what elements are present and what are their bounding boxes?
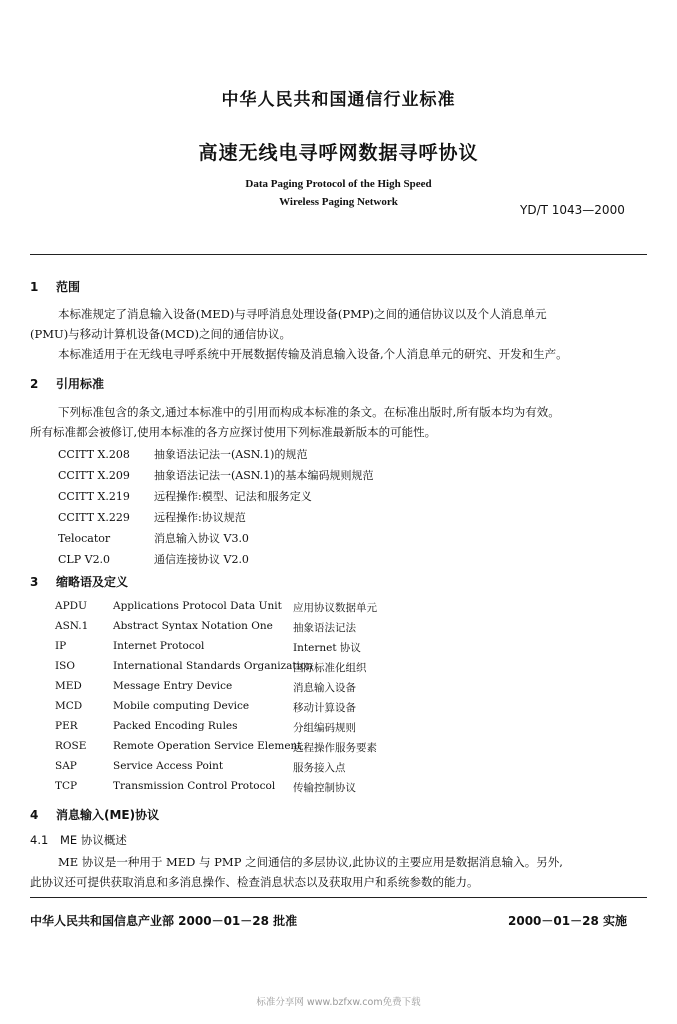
abbreviation-chinese: 国际标准化组织 bbox=[293, 662, 367, 674]
abbreviation-chinese: 移动计算设备 bbox=[293, 702, 356, 714]
reference-description: 消息输入协议 V3.0 bbox=[154, 532, 249, 545]
abbreviation-english: Transmission Control Protocol bbox=[113, 780, 276, 792]
abbreviation-row bbox=[55, 760, 475, 776]
abbreviation-english: Applications Protocol Data Unit bbox=[113, 600, 282, 612]
reference-code: CLP V2.0 bbox=[58, 553, 111, 566]
reference-code: CCITT X.229 bbox=[58, 511, 130, 524]
section-title: 消息输入(ME)协议 bbox=[56, 808, 160, 822]
section-2-paragraph-line-1: 下列标准包含的条文,通过本标准中的引用而构成本标准的条文。在标准出版时,所有版本均为有效。 bbox=[58, 405, 560, 419]
abbreviation: SAP bbox=[55, 760, 77, 772]
abbreviation: ISO bbox=[55, 660, 75, 672]
abbreviation-row bbox=[55, 720, 475, 736]
english-title-line-1: Data Paging Protocol of the High Speed bbox=[245, 178, 432, 190]
reference-description: 远程操作:协议规范 bbox=[154, 511, 246, 524]
reference-description: 通信连接协议 V2.0 bbox=[154, 553, 249, 566]
abbreviation-chinese: 传输控制协议 bbox=[293, 782, 356, 794]
approval-statement: 中华人民共和国信息产业部 2000－01－28 批准 bbox=[30, 914, 298, 928]
abbreviation: ASN.1 bbox=[55, 620, 89, 632]
section-title: 引用标准 bbox=[56, 377, 105, 391]
abbreviation-english: Mobile computing Device bbox=[113, 700, 250, 712]
section-number: 1 bbox=[30, 280, 39, 294]
abbreviation-chinese: Internet 协议 bbox=[293, 642, 361, 654]
subsection-4-1-paragraph-line-1: ME 协议是一种用于 MED 与 PMP 之间通信的多层协议,此协议的主要应用是数据消息输入。另外, bbox=[58, 855, 563, 869]
abbreviation-row bbox=[55, 780, 475, 796]
section-number: 2 bbox=[30, 377, 39, 391]
abbreviation: IP bbox=[55, 640, 67, 652]
footer-divider bbox=[30, 897, 647, 898]
reference-item bbox=[58, 467, 373, 483]
abbreviation-english: Abstract Syntax Notation One bbox=[113, 620, 273, 632]
reference-code: Telocator bbox=[58, 532, 111, 545]
abbreviation: APDU bbox=[55, 600, 87, 612]
reference-code: CCITT X.209 bbox=[58, 469, 130, 482]
reference-item bbox=[58, 488, 312, 504]
section-number: 4 bbox=[30, 808, 39, 822]
section-title: 范围 bbox=[56, 280, 81, 294]
abbreviation-chinese: 分组编码规则 bbox=[293, 722, 356, 734]
abbreviation-row bbox=[55, 620, 475, 636]
implementation-date: 2000－01－28 实施 bbox=[508, 914, 627, 928]
abbreviation-row bbox=[55, 600, 475, 616]
subsection-4-1-heading bbox=[30, 832, 127, 848]
section-1-paragraph-1-line-1: 本标准规定了消息输入设备(MED)与寻呼消息处理设备(PMP)之间的通信协议以及个人消息单元 bbox=[58, 307, 547, 321]
abbreviation-chinese: 应用协议数据单元 bbox=[293, 602, 377, 614]
abbreviation-row bbox=[55, 660, 475, 676]
abbreviation-chinese: 远程操作服务要素 bbox=[293, 742, 377, 754]
reference-description: 抽象语法记法一(ASN.1)的规范 bbox=[154, 448, 308, 461]
abbreviation-chinese: 抽象语法记法 bbox=[293, 622, 356, 634]
abbreviation: ROSE bbox=[55, 740, 87, 752]
reference-description: 远程操作:模型、记法和服务定义 bbox=[154, 490, 312, 503]
section-1-paragraph-2: 本标准适用于在无线电寻呼系统中开展数据传输及消息输入设备,个人消息单元的研究、开发和生产。 bbox=[58, 347, 568, 361]
abbreviation-english: Remote Operation Service Element bbox=[113, 740, 302, 752]
reference-description: 抽象语法记法一(ASN.1)的基本编码规则规范 bbox=[154, 469, 374, 482]
section-2-paragraph-line-2: 所有标准都会被修订,使用本标准的各方应探讨使用下列标准最新版本的可能性。 bbox=[30, 425, 437, 439]
abbreviation-row bbox=[55, 640, 475, 656]
standard-number: YD/T 1043—2000 bbox=[520, 203, 625, 217]
abbreviation-english: International Standards Organization bbox=[113, 660, 314, 672]
abbreviation-english: Packed Encoding Rules bbox=[113, 720, 238, 732]
organization-header: 中华人民共和国通信行业标准 bbox=[221, 90, 456, 110]
abbreviation-english: Message Entry Device bbox=[113, 680, 233, 692]
document-title: 高速无线电寻呼网数据寻呼协议 bbox=[198, 142, 479, 164]
reference-item bbox=[58, 530, 249, 546]
section-1-heading bbox=[30, 278, 80, 295]
abbreviation: MCD bbox=[55, 700, 83, 712]
section-2-heading bbox=[30, 375, 104, 392]
abbreviation-row bbox=[55, 680, 475, 696]
abbreviation-english: Service Access Point bbox=[113, 760, 224, 772]
abbreviation: PER bbox=[55, 720, 78, 732]
abbreviation: MED bbox=[55, 680, 82, 692]
abbreviation-row bbox=[55, 700, 475, 716]
abbreviation-chinese: 服务接入点 bbox=[293, 762, 346, 774]
header-divider bbox=[30, 254, 647, 255]
subsection-4-1-paragraph-line-2: 此协议还可提供获取消息和多消息操作、检查消息状态以及获取用户和系统参数的能力。 bbox=[30, 875, 479, 889]
reference-code: CCITT X.219 bbox=[58, 490, 130, 503]
section-4-heading bbox=[30, 806, 159, 823]
section-title: 缩略语及定义 bbox=[56, 575, 129, 589]
subsection-number: 4.1 bbox=[30, 833, 49, 847]
abbreviation-english: Internet Protocol bbox=[113, 640, 205, 652]
subsection-title: ME 协议概述 bbox=[60, 833, 127, 847]
abbreviation-chinese: 消息输入设备 bbox=[293, 682, 356, 694]
section-number: 3 bbox=[30, 575, 39, 589]
abbreviation-row bbox=[55, 740, 475, 756]
reference-item bbox=[58, 509, 246, 525]
watermark: 标准分享网 www.bzfxw.com免费下载 bbox=[256, 997, 421, 1008]
abbreviation: TCP bbox=[55, 780, 78, 792]
reference-item bbox=[58, 551, 249, 567]
english-title-line-2: Wireless Paging Network bbox=[279, 196, 398, 208]
section-1-paragraph-1-line-2: (PMU)与移动计算机设备(MCD)之间的通信协议。 bbox=[30, 327, 291, 341]
reference-item bbox=[58, 446, 307, 462]
section-3-heading bbox=[30, 573, 128, 590]
reference-code: CCITT X.208 bbox=[58, 448, 130, 461]
